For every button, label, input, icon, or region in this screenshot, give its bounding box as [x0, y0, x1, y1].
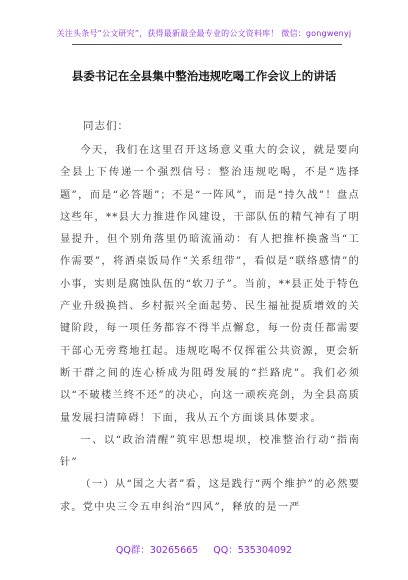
header-divider [72, 44, 342, 45]
paragraph-intro: 今天，我们在这里召开这场意义重大的会议，就是要向全县上下传递一个强烈信号：整治违规吃喝，不是“选择题”，而是“必答题”；不是“一阵风”，而是“持久战”！盘点这些年，**县大力推进作风建设，干部队伍的精气神有了明显提升，但个别角落里仍暗流涌动：有人把推杯换盏当“工作需要”，将酒桌饭局作“关系纽带”，看似是“联络感情”的小事，实则是腐蚀队伍的“软刀子”。当前，**县正处于特色产业升级换挡、乡村振兴全面起势、民生福祉提质增效的关键阶段，每一项任务都容不得半点懈怠，每一份责任都需要干部心无旁骛地扛起。违规吃喝不仅挥霍公共资源，更会斩断干群之间的连心桥成为阻碍发展的“拦路虎”。我们必须以“不破楼兰终不还”的决心，向这一顽疾亮剑，为全县高质量发展扫清障碍！下面，我从五个方面谈具体要求。 [60, 145, 360, 424]
footer-contact [0, 542, 408, 556]
header-banner: 关注头条号“公文研究”，获得最新最全最专业的公文资料库！ 微信：gongwenyj [56, 29, 352, 38]
document-body [60, 140, 360, 519]
salutation: 同志们： [83, 120, 129, 132]
section-heading-1: 一、以“政治清醒”筑牢思想堤坝，校准整治行动“指南针” [60, 434, 360, 469]
footer-qq-group: QQ群：30265665 [115, 545, 199, 556]
subsection-heading-1: （一）从“国之大者”看，这是践行“两个维护”的必然要求。党中央三令五申纠治“四风”，释放的是一严 [60, 479, 360, 513]
footer-qq-number: QQ：535304092 [213, 545, 293, 556]
document-title: 县委书记在全县集中整治违规吃喝工作会议上的讲话 [71, 69, 337, 83]
